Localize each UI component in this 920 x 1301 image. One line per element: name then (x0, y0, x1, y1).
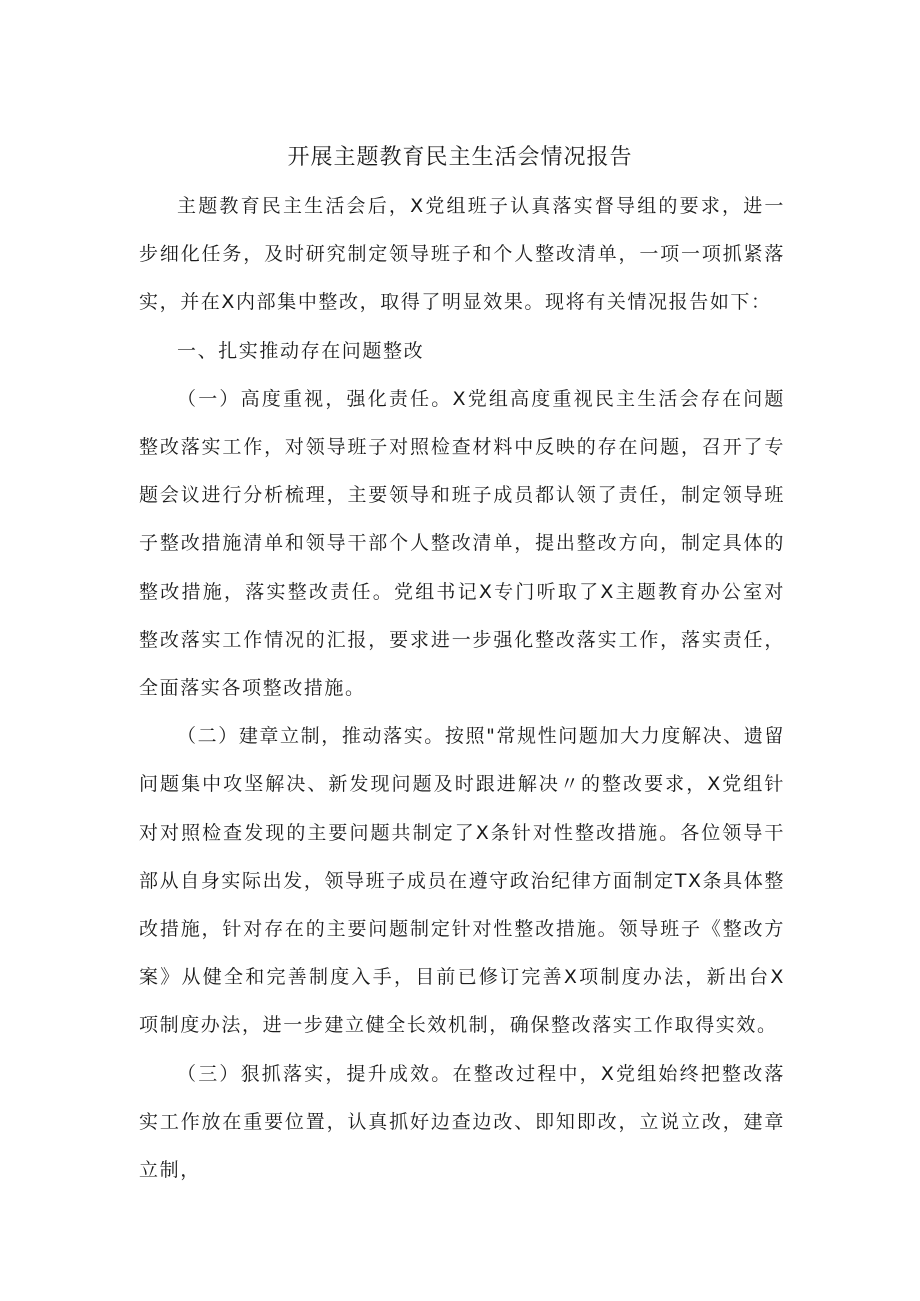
intro-paragraph: 主题教育民主生活会后，X党组班子认真落实督导组的要求，进一步细化任务，及时研究制定领导班子和个人整改清单，一项一项抓紧落实，并在X内部集中整改，取得了明显效果。现将有关情况报告如下： (139, 195, 785, 314)
document-title: 开展主题教育民主生活会情况报告 (287, 145, 633, 170)
subsection-paragraph-2: （二）建章立制，推动落实。按照"常规性问题加大力度解决、遗留问题集中攻坚解决、新发现问题及时跟进解决〃的整改要求，X党组针对对照检查发现的主要问题共制定了X条针对性整改措施。各位领导干部从自身实际出发，领导班子成员在遵守政治纪律方面制定TX条具体整改措施，针对存在的主要问题制定针对性整改措施。领导班子《整改方案》从健全和完善制度入手，目前已修订完善X项制度办法，新出台X项制度办法，进一步建立健全长效机制，确保整改落实工作取得实效。 (139, 725, 785, 1037)
document-body (139, 182, 785, 1194)
section-heading-1: 一、扎实推动存在问题整改 (177, 339, 425, 362)
subsection-paragraph-1: （一）高度重视，强化责任。X党组高度重视民主生活会存在问题整改落实工作，对领导班子对照检查材料中反映的存在问题，召开了专题会议进行分析梳理，主要领导和班子成员都认领了责任，制定领导班子整改措施清单和领导干部个人整改清单，提出整改方向，制定具体的整改措施，落实整改责任。党组书记X专门听取了X主题教育办公室对整改落实工作情况的汇报，要求进一步强化整改落实工作，落实责任，全面落实各项整改措施。 (139, 387, 785, 700)
subsection-paragraph-3: （三）狠抓落实，提升成效。在整改过程中，X党组始终把整改落实工作放在重要位置，认真抓好边查边改、即知即改，立说立改，建章立制， (139, 1062, 785, 1182)
